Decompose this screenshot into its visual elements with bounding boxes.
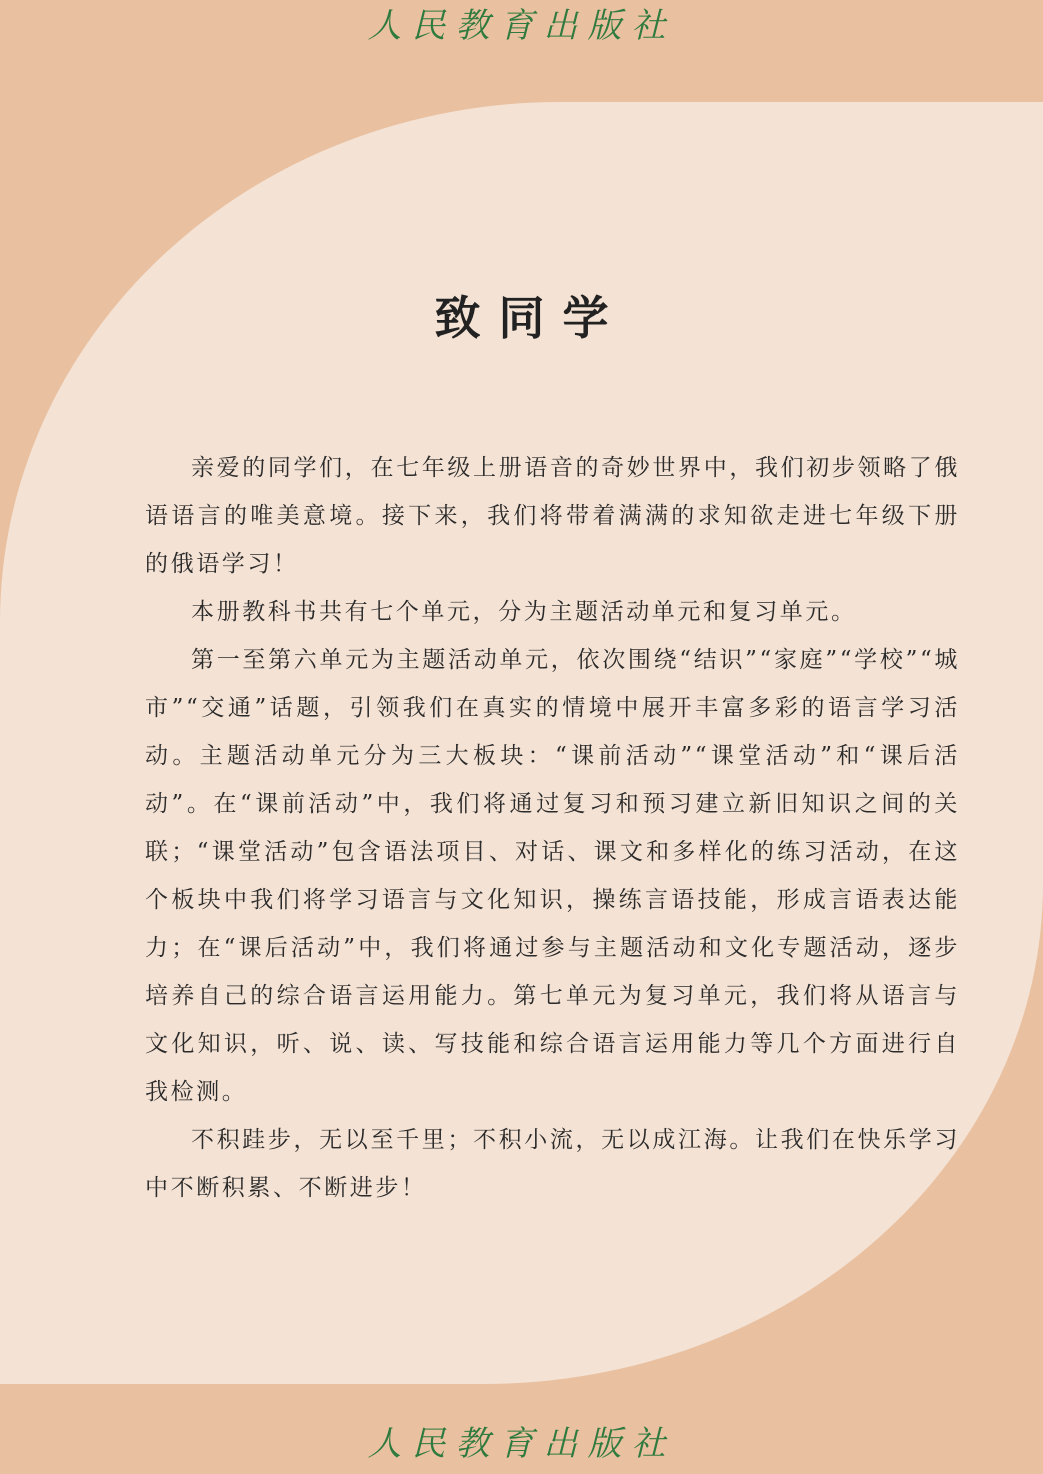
publisher-logo-bottom: 人民教育出版社 — [367, 1424, 676, 1464]
paragraph-overview: 本册教科书共有七个单元，分为主题活动单元和复习单元。 — [191, 599, 857, 625]
letter-body — [145, 444, 960, 1212]
page-title: 致同学 — [434, 291, 627, 345]
paragraph-greeting: 亲爱的同学们，在七年级上册语音的奇妙世界中，我们初步领略了俄语语言的唯美意境。接下来，我们将带着满满的求知欲走进七年级下册的俄语学习！ — [145, 455, 960, 577]
paragraph-closing: 不积跬步，无以至千里；不积小流，无以成江海。让我们在快乐学习中不断积累、不断进步！ — [145, 1127, 960, 1201]
publisher-logo-top: 人民教育出版社 — [367, 6, 676, 46]
paragraph-units: 第一至第六单元为主题活动单元，依次围绕“结识”“家庭”“学校”“城市”“交通”话题，引领我们在真实的情境中展开丰富多彩的语言学习活动。主题活动单元分为三大板块：“课前活动”“课堂活动”和“课后活动”。在“课前活动”中，我们将通过复习和预习建立新旧知识之间的关联；“课堂活动”包含语法项目、对话、课文和多样化的练习活动，在这个板块中我们将学习语言与文化知识，操练言语技能，形成言语表达能力；在“课后活动”中，我们将通过参与主题活动和文化专题活动，逐步培养自己的综合语言运用能力。第七单元为复习单元，我们将从语言与文化知识，听、说、读、写技能和综合语言运用能力等几个方面进行自我检测。 — [145, 647, 960, 1105]
